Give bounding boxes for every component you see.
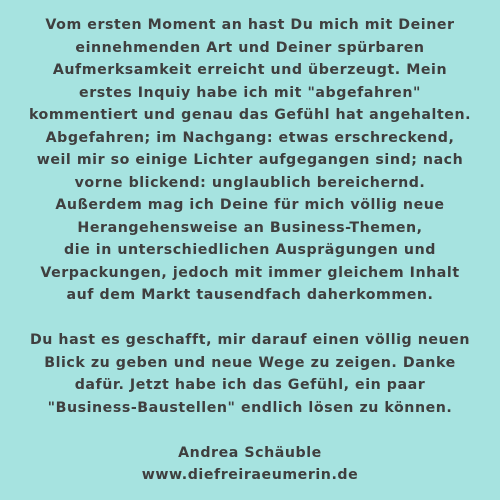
text-line: Abgefahren; im Nachgang: etwas erschreckend, [45,129,455,146]
text-line: einnehmenden Art und Deiner spürbaren [75,39,425,56]
text-line: Verpackungen, jedoch mit immer gleichem Inhalt [40,264,460,281]
author-name: Andrea Schäuble [178,444,322,461]
text-line: erstes Inquiy habe ich mit "abgefahren" [79,84,421,101]
text-line: dafür. Jetzt habe ich das Gefühl, ein paar [74,377,426,393]
text-line: Aufmerksamkeit erreicht und überzeugt. Mein [52,62,448,78]
text-line: weil mir so einige Lichter aufgegangen sind; nach [36,152,464,168]
testimonial-paragraph-2 [0,329,500,419]
signature-block [0,442,500,487]
text-line: Blick zu geben und neue Wege zu zeigen. Danke [44,354,456,371]
text-line: Außerdem mag ich Deine für mich völlig neue [55,197,445,213]
text-line: kommentiert und genau das Gefühl hat angehalten. [28,107,472,123]
text-line: auf dem Markt tausendfach daherkommen. [66,287,434,303]
author-website: www.diefreiraeumerin.de [141,467,359,483]
paragraph-spacer [0,419,500,442]
paragraph-spacer [0,307,500,330]
text-line: die in unterschiedlichen Ausprägungen und [64,242,436,258]
testimonial-paragraph-1 [0,14,500,307]
text-line: Vom ersten Moment an hast Du mich mit Deiner [45,17,455,33]
text-line: Herangehensweise an Business-Themen, [77,219,423,236]
text-line: "Business-Baustellen" endlich lösen zu können. [47,399,453,416]
text-line: Du hast es geschafft, mir darauf einen völlig neuen [29,332,471,348]
text-line: vorne blickend: unglaublich bereichernd. [74,174,426,191]
